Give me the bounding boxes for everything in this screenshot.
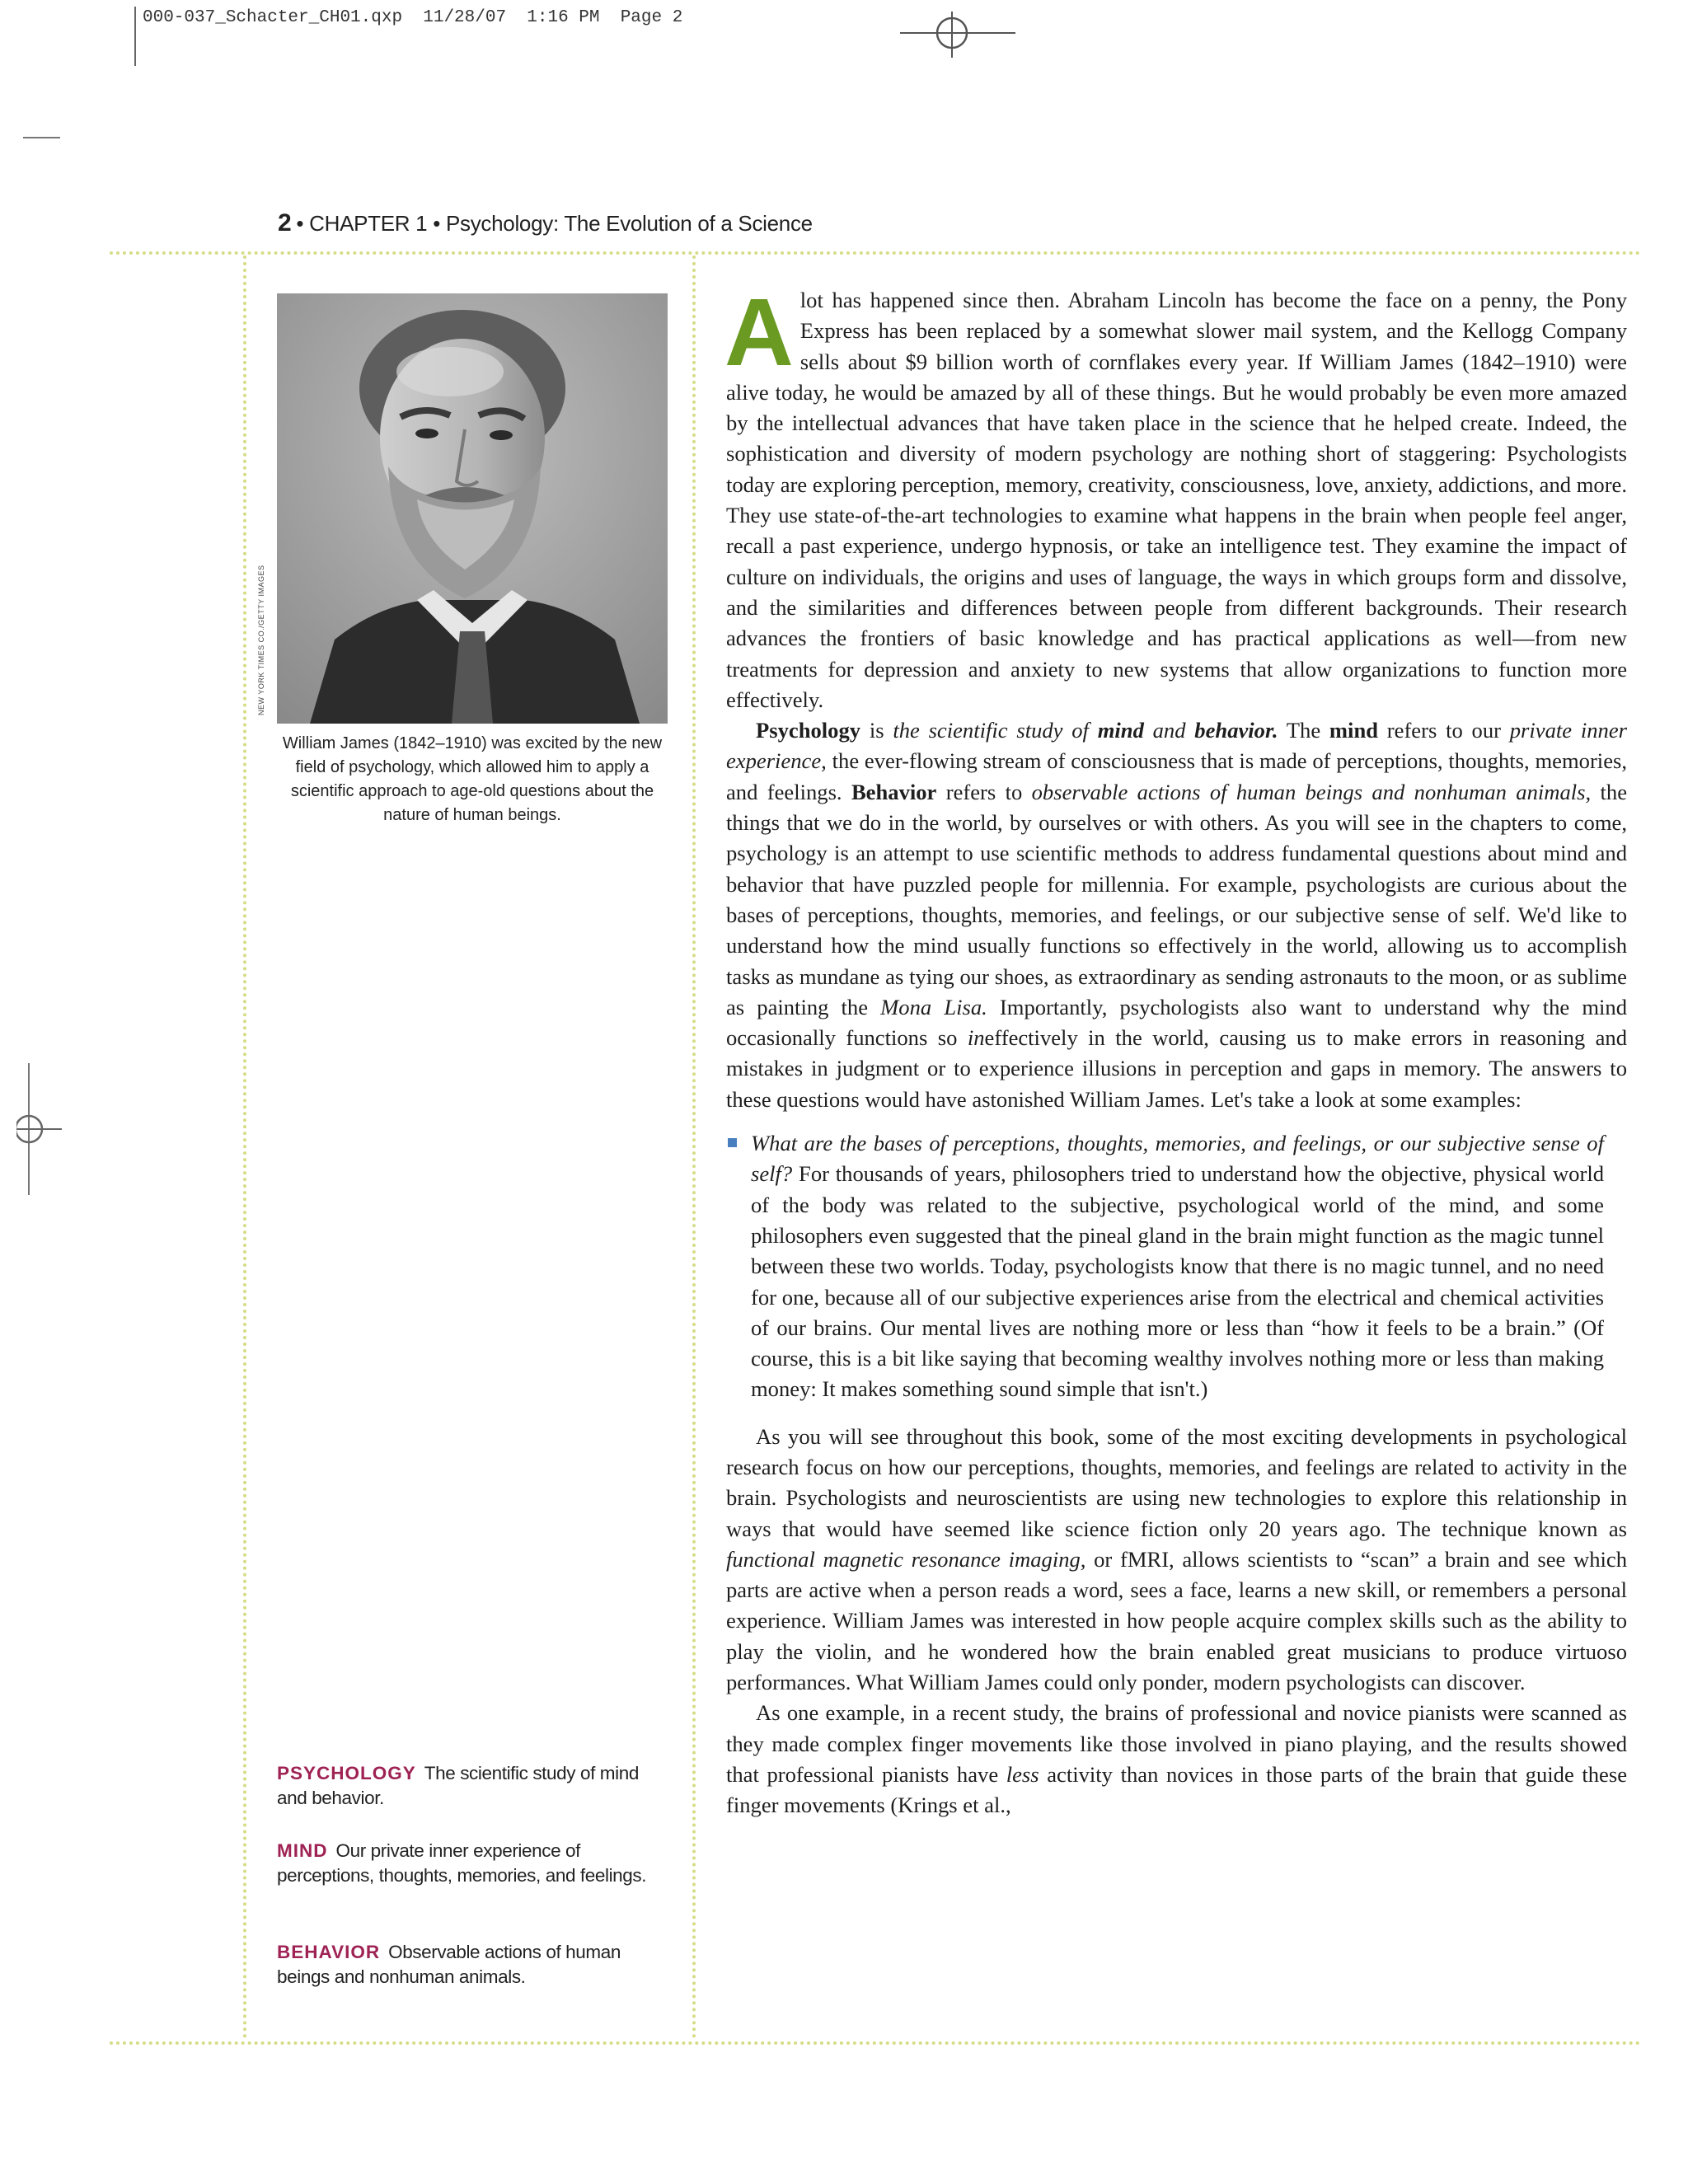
print-slug [0,0,824,82]
photo-credit-text: NEW YORK TIMES CO./GETTY IMAGES [257,565,265,715]
term-bold-italic: mind [1097,718,1144,743]
text-italic: functional magnetic resonance imaging, [726,1546,1086,1572]
column-rule-center [692,255,696,2040]
body-text [724,279,1627,1821]
text-run: As one example, in a recent study, the brains of professional and novice pianists were scanned as they made complex finger movements like those involved in piano playing, and the results showed that professional pianists have [726,1700,1627,1787]
text-italic: in [967,1025,985,1051]
drop-cap: A [724,279,794,386]
glossary-definition: Observable actions of human beings and nonhuman animals. [277,1942,621,1987]
glossary-term: MIND [277,1840,328,1861]
glossary-entry-behavior [277,1940,661,1990]
text-run: As you will see throughout this book, some of the most exciting developments in psychological research focus on how our perceptions, thoughts, memories, and feelings are related to activity in the brain. Psychologists and neuroscientists are using new technologies to explore this relationship in ways that would have seemed like science fiction only 20 years ago. The technique known as [726,1423,1627,1541]
bullet-question: What are the bases of perceptions, thoughts, memories, and feelings, or our subjective sense of self? [751,1131,1604,1187]
glossary-term: PSYCHOLOGY [277,1763,416,1783]
page-number: 2 [278,209,292,237]
bullet-text: For thousands of years, philosophers tried to understand how the objective, physical world of the body was related to the subjective, psychological world of the mind, and some philosophers even suggested that the pineal gland in the brain might function as the magic tunnel between these two worlds. Today, psychologists know that there is no magic tunnel, and no need for one, because all of our subjective experiences arise from the electrical and chemical activities of our brains. Our mental lives are nothing more or less than “how it feels to be a brain.” (Of course, this is a bit like saying that becoming wealthy involves nothing more or less than making money: It makes something sound simple that isn't.) [751,1161,1604,1402]
text-run: the things that we do in the world, by ourselves or with others. As you will see in the chapters to come, psychology is an attempt to use scientific methods to address fundamental questions about mind and behavior that have puzzled people for millennia. For example, psychologists are curious about the bases of perceptions, thoughts, memories, and feelings, or our subjective sense of self. We'd like to understand how the mind usually functions so effectively in the world, allowing us to accomplish tasks as mundane as tying our shoes, as extraordinary as sending astronauts to the moon, or as sublime as painting the [726,779,1627,1019]
slug-text: 000-037_Schacter_CH01.qxp 11/28/07 1:16 PM Page 2 [143,8,683,27]
glossary-entry-mind [277,1839,661,1888]
text-run: is [860,718,893,743]
text-run: Importantly, psychologists also want to understand why the mind occasionally functions so [726,994,1627,1051]
text-italic: observable actions of human beings and nonhuman animals, [1031,779,1592,804]
glossary-term: BEHAVIOR [277,1942,381,1962]
registration-mark-icon [16,1063,66,1195]
portrait-photo [277,293,668,724]
text-italic: the scientific study of [893,718,1098,743]
glossary-definition: The scientific study of mind and behavior. [277,1763,639,1808]
text-run: refers to our [1378,718,1510,743]
crop-mark [23,137,60,138]
bullet-item [726,1128,1604,1405]
paragraph-2 [726,715,1627,1115]
chapter-title: • CHAPTER 1 • Psychology: The Evolution of a Science [296,211,813,236]
term-bold: Psychology [756,718,861,743]
header-rule [110,251,1641,255]
term-bold: mind [1329,718,1379,743]
term-bold-italic: behavior. [1194,718,1278,743]
text-run: activity than novices in those parts of the brain that guide these finger movements (Krings et al., [726,1761,1627,1818]
crop-mark [134,7,136,66]
paragraph-text: lot has happened since then. Abraham Lincoln has become the face on a penny, the Pony Express has been replaced by a somewhat slower mail system, and the Kellogg Company sells about $9 billion worth of cornflakes every year. If William James (1842–1910) were alive today, he would be amazed by all of these things. But he would probably be even more amazed by the intellectual advances that have taken place in the science that he helped create. Indeed, the sophistication and diversity of modern psychology are nothing short of staggering: Psychologists today are exploring perception, memory, creativity, consciousness, love, anxiety, addictions, and more. They use state-of-the-art technologies to examine what happens in the brain when people feel anger, recall a past experience, undergo hypnosis, or take an intelligence test. They examine the impact of culture on individuals, the origins and uses of language, the ways in which groups form and dissolve, and the similarities and differences between people from different backgrounds. Their research advances the frontiers of basic knowledge and has practical applications as well—from new treatments for depression and anxiety to new systems that allow organizations to function more effectively. [726,288,1627,712]
text-run: or fMRI, allows scientists to “scan” a brain and see which parts are active when a person reads a word, sees a face, learns a new skill, or remembers a personal experience. William James was interested in how people acquire complex skills such as the ability to play the violin, and he wondered how the brain enabled great musicians to produce virtuoso performances. What William James could only ponder, modern psychologists can discover. [726,1546,1627,1695]
footer-rule [110,2041,1641,2045]
paragraph-1 [724,279,1627,715]
text-italic: and [1143,718,1195,743]
paragraph-3 [726,1422,1627,1699]
text-italic: private inner experience, [726,718,1627,774]
photo-caption: William James (1842–1910) was excited by the new field of psychology, which allowed him to apply a scientific approach to age-old questions about the nature of human beings. [282,734,663,824]
column-rule-left [243,255,246,2040]
bullet-square-icon [728,1138,737,1147]
text-run: The [1278,718,1329,743]
text-run: effectively in the world, causing us to make errors in reasoning and mistakes in judgment or to experience illusions in perception and gaps in memory. The answers to these questions would have astonished William James. Let's take a look at some examples: [726,1025,1627,1112]
registration-mark-icon [900,12,1015,58]
text-run: the ever-flowing stream of consciousness that is made of perceptions, thoughts, memories, and feelings. [726,748,1627,804]
running-head [278,209,813,237]
text-italic: Mona Lisa. [880,994,987,1019]
glossary-definition: Our private inner experience of perceptions, thoughts, memories, and feelings. [277,1840,647,1886]
text-italic: less [1006,1761,1039,1787]
term-bold: Behavior [851,779,937,804]
glossary-entry-psychology [277,1761,661,1811]
text-run: refers to [936,779,1032,804]
paragraph-4 [726,1698,1627,1821]
